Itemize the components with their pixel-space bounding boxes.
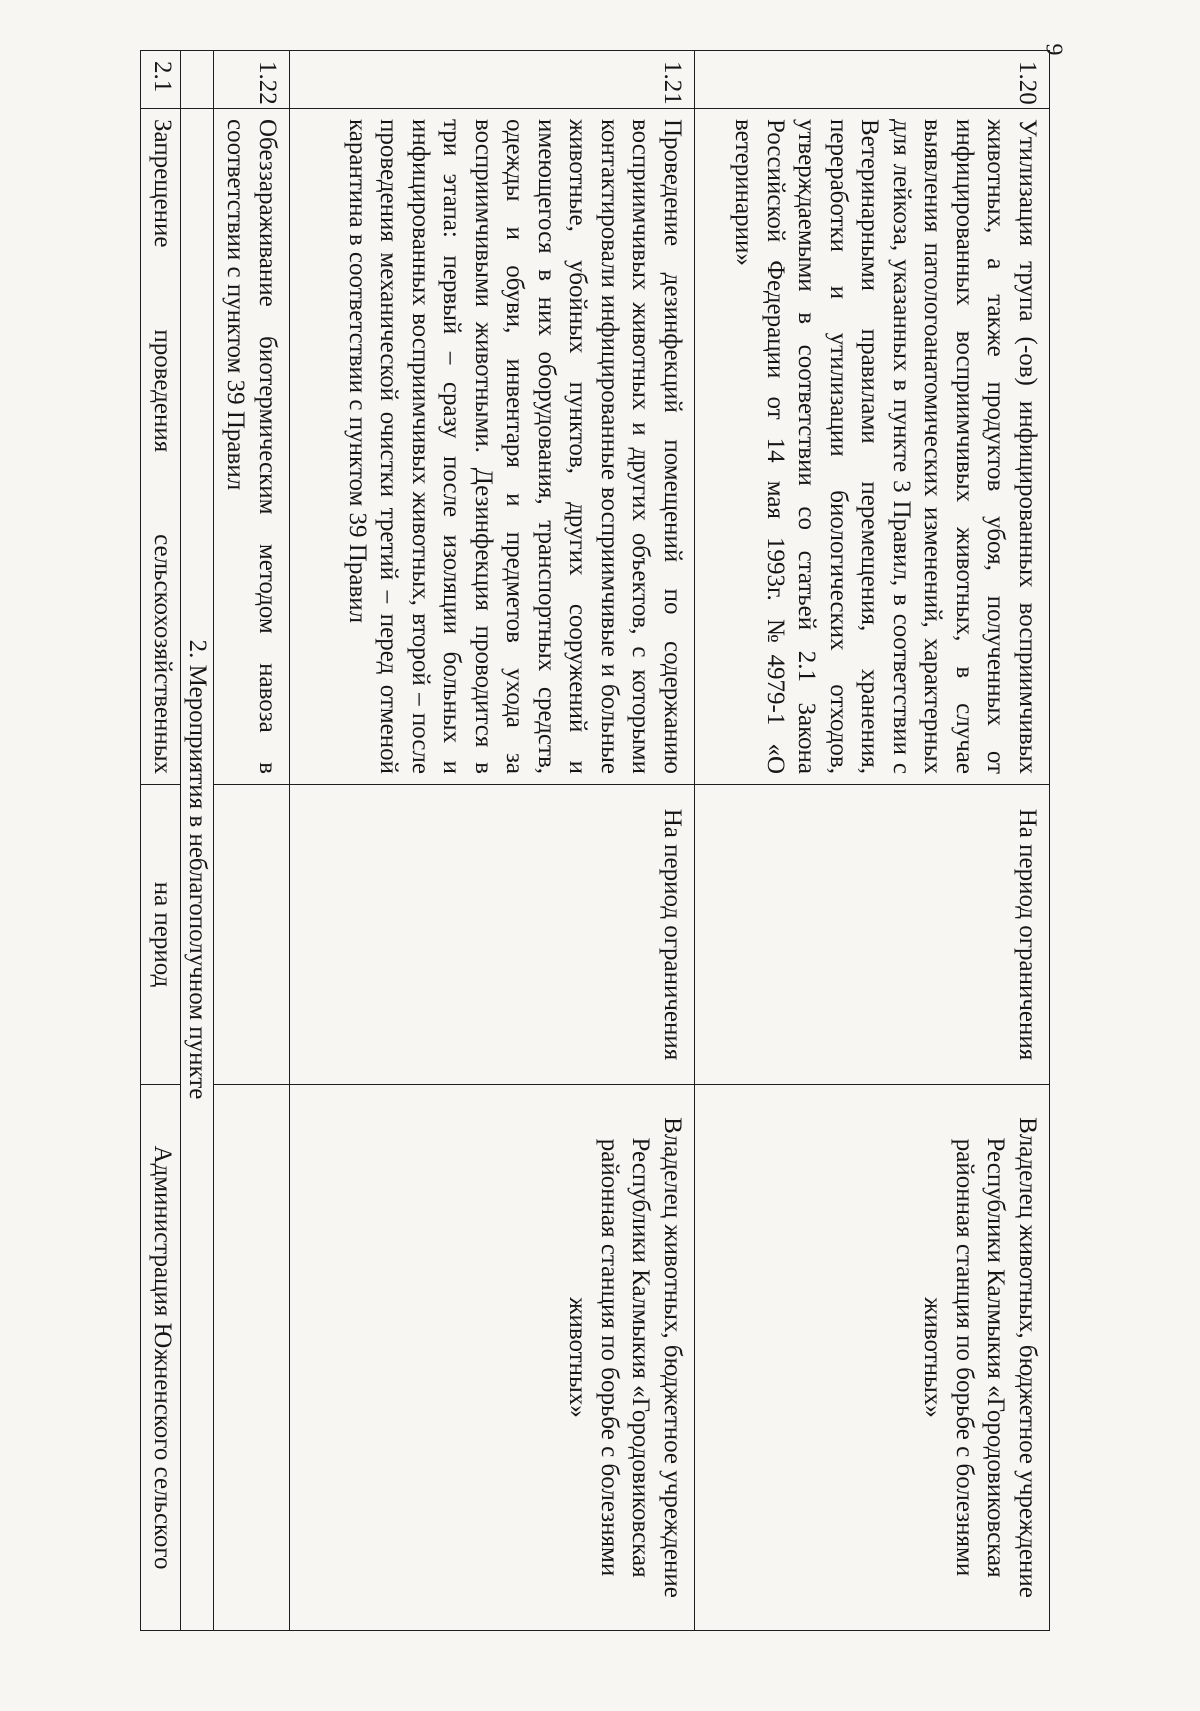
row-number: 1.22 [214,51,290,109]
measure-description: Обеззараживание биотермическим методом навоза в соответствии с пунктом 39 Правил [214,109,290,785]
rotated-document [149,50,1050,1630]
measure-term [214,785,290,1085]
measure-term: На период ограничения [290,785,695,1085]
row-number: 2.1 [141,51,182,109]
measure-responsible [214,1085,290,1631]
page-number: 9 [1040,43,1067,56]
table-row [695,51,1050,1631]
measure-responsible: Владелец животных, бюджетное учреждение Республики Калмыкия «Городовиковская районная станция по борьбе с болезнями животных» [695,1085,1050,1631]
section-title: 2. Мероприятия в неблагополучном пункте [181,109,214,1631]
measure-description [141,109,182,785]
measure-description: Утилизация трупа (-ов) инфицированных восприимчивых животных, а также продуктов убоя, полученных от инфицированных восприимчивых животных, в случае выявления патологоанатомических изменений, характерных для лейкоза, указанных в пункте 3 Правил, в соответствии с Ветеринарными правилами перемещения, хранения, переработки и утилизации биологических отходов, утверждаемыми в соответствии со статьей 2.1 Закона Российской Федерации от 14 мая 1993г. №4979-1 «О ветеринарии» [695,109,1050,785]
table-row [141,51,182,1631]
measure-term: на период [141,785,182,1085]
measure-responsible: Владелец животных, бюджетное учреждение Республики Калмыкия «Городовиковская районная станция по борьбе с болезнями животных» [290,1085,695,1631]
row-number: 1.20 [695,51,1050,109]
section-number-cell [181,51,214,109]
table-row [290,51,695,1631]
action-word: сельскохозяйственных [149,534,177,774]
section-heading-row [181,51,214,1631]
measure-responsible: Администрация Южненского сельского [141,1085,182,1631]
measure-term: На период ограничения [695,785,1050,1085]
action-word: проведения [149,329,177,453]
action-word: Запрещение [149,119,177,248]
table-row [214,51,290,1631]
measure-description: Проведение дезинфекций помещений по содержанию восприимчивых животных и других объектов, с которыми контактировали инфицированные восприимчивые и больные животные, убойных пунктов, других сооружений и имеющегося в них оборудования, транспортных средств, одежды и обуви, инвентаря и предметов ухода за восприимчивыми животными. Дезинфекция проводится в три этапа: первый – сразу после изоляции больных и инфицированных восприимчивых животных, второй – после проведения механической очистки третий – перед отменой карантина в соответствии с пунктом 39 Правил [290,109,695,785]
row-number: 1.21 [290,51,695,109]
measures-table [140,50,1050,1631]
